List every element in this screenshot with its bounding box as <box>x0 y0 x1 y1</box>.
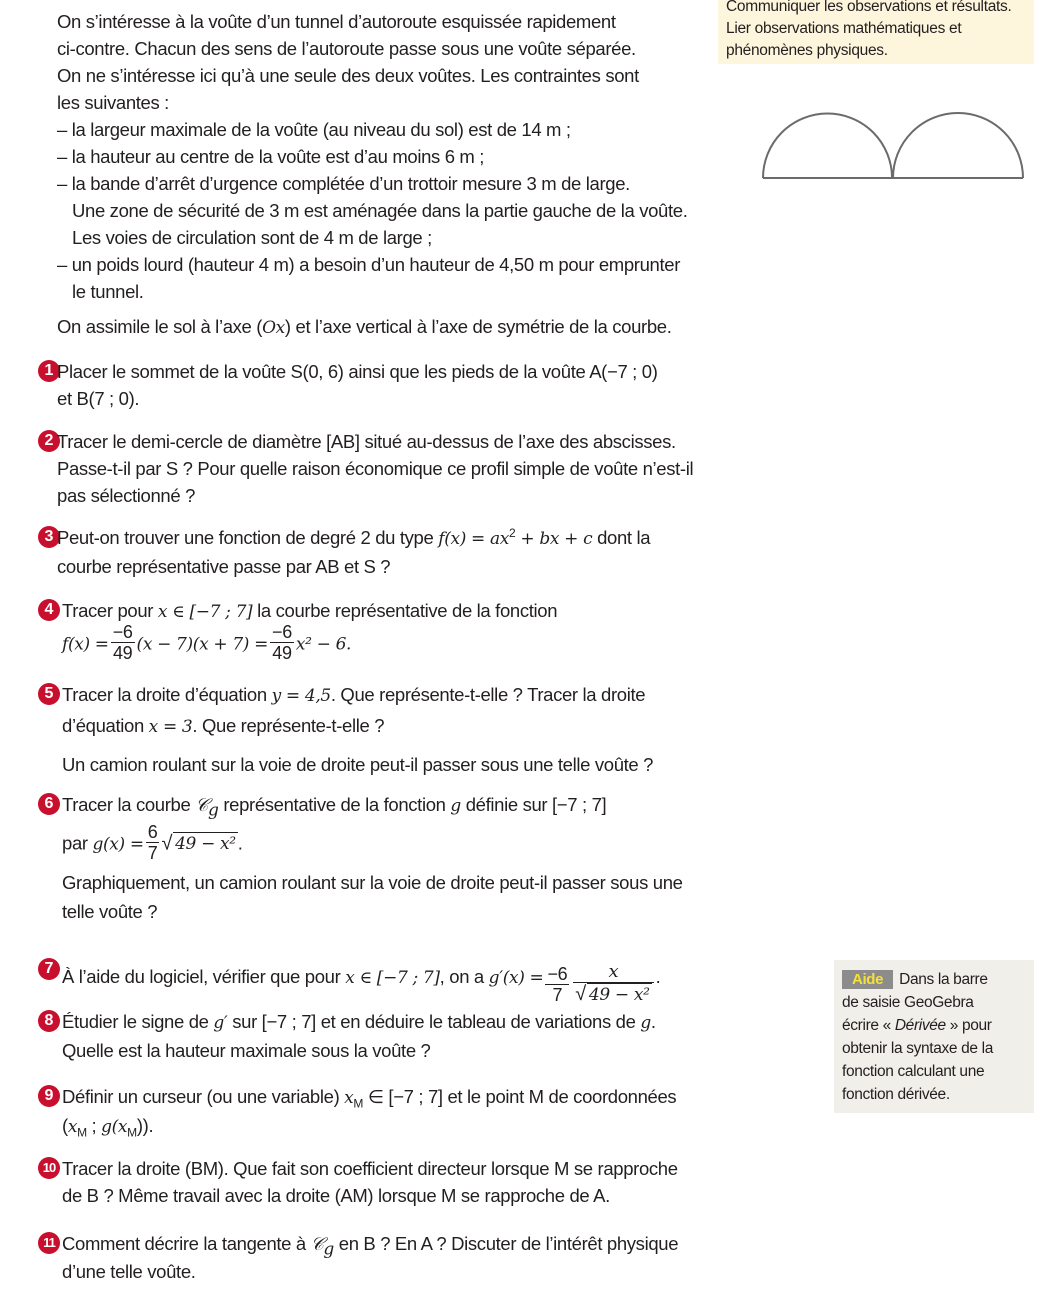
axis-statement-after: ) et l’axe vertical à l’axe de symétrie de la courbe. <box>284 316 672 337</box>
question-text: Tracer pour <box>62 600 158 621</box>
question-text: définie sur [−7 ; 7] <box>460 794 607 815</box>
question-text: par <box>62 832 93 854</box>
question-text: . Que représente-t-elle ? <box>192 715 385 736</box>
fraction-numerator: x <box>573 962 653 983</box>
help-text: Dans la barre <box>899 971 988 988</box>
question-text: Définir un curseur (ou une variable) <box>62 1086 345 1107</box>
function-name: g <box>640 1013 651 1033</box>
fraction-numerator: −6 <box>547 963 568 984</box>
fraction <box>111 622 135 663</box>
constraint-item-cont: Les voies de circulation sont de 4 m de large ; <box>72 227 432 248</box>
question-text: Quelle est la hauteur maximale sous la voûte ? <box>62 1040 431 1061</box>
function-name: g <box>450 796 461 816</box>
variable-x: x <box>117 1117 128 1137</box>
question-text: Placer le sommet de la voûte S(0, 6) ainsi que les pieds de la voûte A(−7 ; 0) <box>57 361 658 382</box>
intro-paragraph <box>57 8 727 116</box>
formula-lhs: g′(x) = <box>488 967 544 988</box>
fraction <box>573 962 653 1006</box>
question-number-badge: 7 <box>38 958 60 980</box>
question-text: en B ? En A ? Discuter de l’intérêt physique <box>333 1233 679 1254</box>
question-text: Tracer le demi-cercle de diamètre [AB] situé au-dessus de l’axe des abscisses. <box>57 431 676 452</box>
constraint-item: – la largeur maximale de la voûte (au niveau du sol) est de 14 m ; <box>57 119 571 140</box>
question-text: Peut-on trouver une fonction de degré 2 du type <box>57 527 439 548</box>
formula-part: x² − 6. <box>295 634 352 655</box>
help-text: fonction dérivée. <box>842 1086 950 1103</box>
fraction-denominator: 49 <box>112 643 133 663</box>
question-text: d’une telle voûte. <box>62 1261 196 1282</box>
question-number-badge: 2 <box>38 430 60 452</box>
skills-line: Communiquer les observations et résultats. <box>726 0 1012 15</box>
question-number-badge: 5 <box>38 683 60 705</box>
sqrt-icon: √ <box>575 983 586 1005</box>
constraint-item: – la hauteur au centre de la voûte est d’au moins 6 m ; <box>57 146 485 167</box>
fraction <box>270 622 294 663</box>
intro-line: On ne s’intéresse ici qu’à une seule des deux voûtes. Les contraintes sont <box>57 65 639 86</box>
question-number-badge: 6 <box>38 793 60 815</box>
constraint-item: – un poids lourd (hauteur 4 m) a besoin d’un hauteur de 4,50 m pour emprunter <box>57 254 681 275</box>
question-text: . <box>237 832 243 854</box>
question-text: courbe représentative passe par AB et S ? <box>57 556 391 577</box>
question-text: . <box>650 1011 656 1032</box>
question-text: Tracer la droite (BM). Que fait son coefficient directeur lorsque M se rapproche <box>62 1158 678 1179</box>
axis-statement-before: On assimile le sol à l’axe ( <box>57 316 263 337</box>
question-text: . <box>655 965 661 987</box>
question-text: ( <box>62 1115 68 1136</box>
question-text: sur [−7 ; 7] et en déduire le tableau de variations de <box>227 1011 641 1032</box>
variable-subscript: M <box>77 1125 87 1140</box>
question-text: . Que représente-t-elle ? Tracer la droite <box>330 684 646 705</box>
question-text: représentative de la fonction <box>218 794 451 815</box>
help-text: » pour <box>945 1017 992 1034</box>
radicand: 49 − x² <box>588 985 650 1005</box>
question-text: telle voûte ? <box>62 901 158 922</box>
interval: x ∈ [−7 ; 7] <box>345 967 440 988</box>
function-call: g( <box>101 1117 118 1137</box>
question-text: , on a <box>439 965 489 987</box>
curve-subscript: g <box>323 1239 334 1260</box>
question-text: Tracer la courbe <box>62 794 196 815</box>
question-number-badge: 9 <box>38 1085 60 1107</box>
question-number-badge: 10 <box>38 1157 60 1179</box>
fraction-denominator: 49 <box>272 643 292 663</box>
help-text: de saisie GeoGebra <box>842 994 974 1011</box>
intro-line: On s’intéresse à la voûte d’un tunnel d’autoroute esquissée rapidement <box>57 11 616 32</box>
equation: x = 3 <box>148 717 193 737</box>
constraint-item-cont: Une zone de sécurité de 3 m est aménagée dans la partie gauche de la voûte. <box>72 200 688 221</box>
question-text: Tracer la droite d’équation <box>62 684 272 705</box>
double-vault-diagram-icon <box>740 100 1030 190</box>
question-number-badge: 1 <box>38 360 60 382</box>
function-name: g′ <box>213 1013 228 1033</box>
question-text: et B(7 ; 0). <box>57 388 140 409</box>
formula-f: f <box>438 529 445 549</box>
question-text: Passe-t-il par S ? Pour quelle raison économique ce profil simple de voûte n’est-il <box>57 458 694 479</box>
fraction <box>545 964 569 1005</box>
formula-lhs: f(x) = <box>62 634 109 655</box>
variable-x: x <box>344 1088 354 1108</box>
question-text: )). <box>136 1115 154 1136</box>
skills-line: phénomènes physiques. <box>726 42 888 59</box>
question-text: de B ? Même travail avec la droite (AM) lorsque M se rapproche de A. <box>62 1185 610 1206</box>
sqrt-icon: √ <box>161 832 173 855</box>
intro-line: les suivantes : <box>57 92 169 113</box>
help-text: obtenir la syntaxe de la <box>842 1040 994 1057</box>
question-text: d’équation <box>62 715 149 736</box>
left-vault-arc <box>763 114 892 179</box>
skills-line: Lier observations mathématiques et <box>726 20 962 37</box>
help-badge: Aide <box>842 970 893 989</box>
question-text: ; <box>86 1115 102 1136</box>
curve-symbol: 𝒞 <box>195 795 208 816</box>
intro-line: ci-contre. Chacun des sens de l’autoroute passe sous une voûte séparée. <box>57 38 636 59</box>
formula-part: (x) = ax <box>444 529 510 549</box>
equation: y = 4,5 <box>271 686 331 706</box>
fraction-numerator: −6 <box>272 622 292 642</box>
variable-subscript: M <box>127 1125 137 1140</box>
question-text: Un camion roulant sur la voie de droite peut-il passer sous une telle voûte ? <box>62 754 654 775</box>
help-box <box>834 960 1034 1113</box>
constraint-item-cont: le tunnel. <box>72 281 144 302</box>
question-text: la courbe représentative de la fonction <box>252 600 558 621</box>
variable-subscript: M <box>353 1096 364 1111</box>
help-keyword: Dérivée <box>894 1017 946 1034</box>
skills-box <box>718 0 1034 64</box>
question-number-badge: 3 <box>38 526 60 548</box>
variable-x: x <box>67 1117 78 1137</box>
formula-part: + bx + c <box>515 529 593 549</box>
right-vault-arc <box>893 113 1023 178</box>
fraction-numerator: 6 <box>147 822 158 842</box>
question-text: Comment décrire la tangente à <box>62 1233 311 1254</box>
question-text: dont la <box>592 527 651 548</box>
help-text: fonction calculant une <box>842 1063 985 1080</box>
question-text: ∈ [−7 ; 7] et le point M de coordonnées <box>363 1086 677 1107</box>
radicand: 49 − x² <box>175 834 236 855</box>
formula-lhs: g(x) = <box>92 834 144 855</box>
fraction-denominator: 7 <box>147 843 158 863</box>
formula-part: (x − 7)(x + 7) = <box>136 634 269 655</box>
question-text: Étudier le signe de <box>62 1011 214 1032</box>
axis-statement <box>57 313 672 342</box>
question-number-badge: 8 <box>38 1010 60 1032</box>
constraints-list <box>57 116 757 305</box>
fraction-numerator: −6 <box>112 622 133 642</box>
question-number-badge: 4 <box>38 599 60 621</box>
curve-subscript: g <box>207 800 219 821</box>
help-text: écrire « <box>842 1017 895 1034</box>
question-text: pas sélectionné ? <box>57 485 196 506</box>
fraction-denominator: 7 <box>552 984 563 1005</box>
question-text: À l’aide du logiciel, vérifier que pour <box>62 965 346 987</box>
question-text: Graphiquement, un camion roulant sur la voie de droite peut-il passer sous une <box>62 872 683 893</box>
fraction <box>146 822 160 863</box>
interval: x ∈ [−7 ; 7] <box>157 602 253 622</box>
axis-name: Ox <box>262 318 285 338</box>
constraint-item: – la bande d’arrêt d’urgence complétée d’un trottoir mesure 3 m de large. <box>57 173 630 194</box>
question-number-badge: 11 <box>38 1232 60 1254</box>
curve-symbol: 𝒞 <box>310 1234 324 1255</box>
